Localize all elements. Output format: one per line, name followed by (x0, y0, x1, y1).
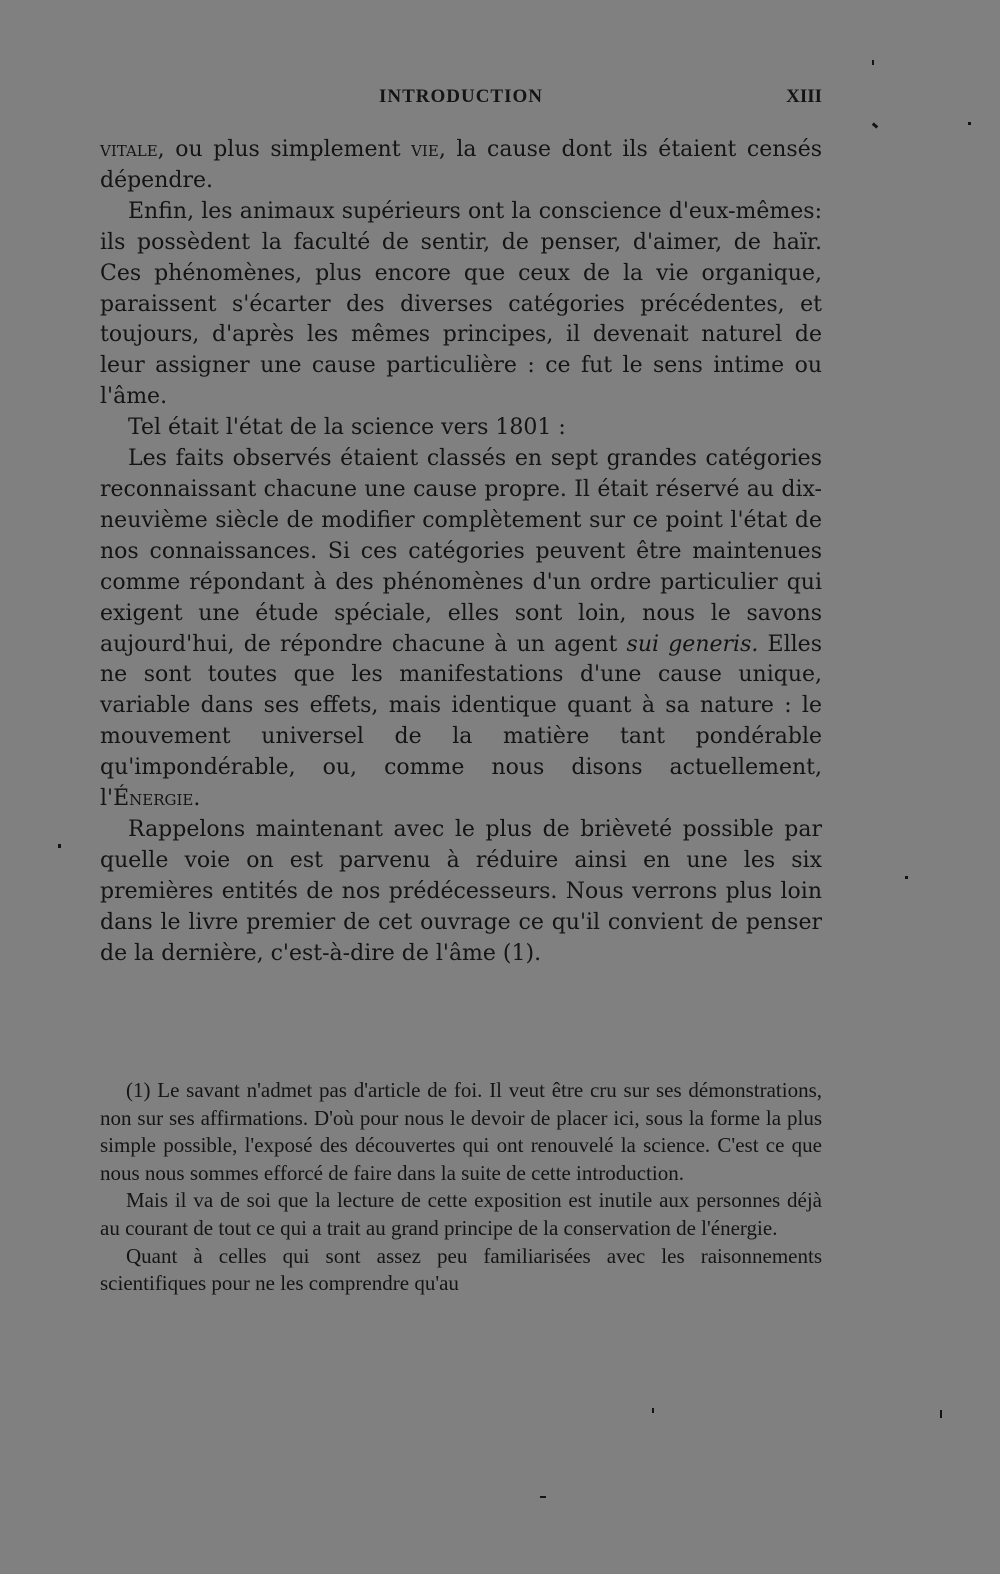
paragraph-4-text-b: Elles ne sont toutes que les manifestations d'une cause unique, variable dans ses effets, mais identique quant à sa nature : le mouvement universel de la matière tant pondérable qu'impondérable, ou, comme nous disons actuellement, l' (100, 631, 822, 812)
paragraph-2: Enfin, les animaux supérieurs ont la conscience d'eux-mêmes: ils possèdent la faculté de sentir, de penser, d'aimer, de haïr. Ces phénomènes, plus encore que ceux de la vie organique, paraissent s'écarter des diverses catégories précédentes, et toujours, d'après les mêmes principes, il devenait naturel de leur assigner une cause particulière : ce fut le sens intime ou l'âme. (100, 198, 822, 410)
scan-speck (872, 122, 879, 128)
paragraph-1 (100, 135, 822, 197)
footnote-2: Mais il va de soi que la lecture de cette exposition est inutile aux personnes déjà au courant de tout ce qui a trait au grand principe de la conservation de l'énergie. (100, 1188, 822, 1240)
small-caps-vitale: vitale, (100, 137, 165, 162)
running-title: INTRODUCTION (378, 86, 544, 107)
small-caps-vie: vie (411, 137, 439, 162)
paragraph-1-text-b: , la cause dont ils étaient censés dépendre. (100, 137, 823, 193)
scan-speck (652, 1408, 654, 1413)
paragraph-4 (100, 444, 822, 815)
scan-speck (540, 1496, 546, 1498)
scan-speck (872, 60, 874, 65)
paragraph-4-text-a: Les faits observés étaient classés en sept grandes catégories reconnaissant chacune une cause propre. Il était réservé au dix-neuvième siècle de modifier complètement sur ce point l'état de nos connaissances. Si ces catégories peuvent être maintenues comme répondant à des phénomènes d'un ordre particulier qui exigent une étude spéciale, elles sont loin, nous le savons aujourd'hui, de répondre chacune à un agent (100, 446, 822, 657)
scan-speck (58, 844, 61, 848)
page-number: XIII (786, 86, 822, 107)
footnote-3: Quant à celles qui sont assez peu familiarisées avec les raisonnements scientifiques pour ne les comprendre qu'au (100, 1243, 822, 1296)
scan-speck (968, 122, 971, 125)
footnote-1: (1) Le savant n'admet pas d'article de foi. Il veut être cru sur ses démonstrations, non sur ses affirmations. D'où pour nous le devoir de placer ici, sous la forme la plus simple possible, l'exposé des découvertes qui ont renouvelé la science. C'est ce que nous nous sommes efforcé de faire dans la suite de cette introduction. (100, 1078, 822, 1185)
paragraph-3: Tel était l'état de la science vers 1801 : (128, 415, 566, 441)
paragraph-4-text-c: . (193, 786, 201, 812)
paragraph-1-text-a: ou plus simplement (164, 137, 412, 162)
scan-speck (940, 1410, 942, 1418)
small-caps-energie: Énergie (113, 786, 194, 812)
scan-speck (905, 876, 908, 879)
main-text (100, 135, 822, 969)
italic-sui-generis: sui generis. (626, 631, 759, 657)
paragraph-5: Rappelons maintenant avec le plus de brièveté possible par quelle voie on est parvenu à réduire ainsi en une les six premières entités de nos prédécesseurs. Nous verrons plus loin dans le livre premier de cet ouvrage ce qu'il convient de penser de la dernière, c'est-à-dire de l'âme (1). (100, 816, 822, 966)
running-head (100, 86, 822, 112)
footnotes (100, 1077, 822, 1298)
